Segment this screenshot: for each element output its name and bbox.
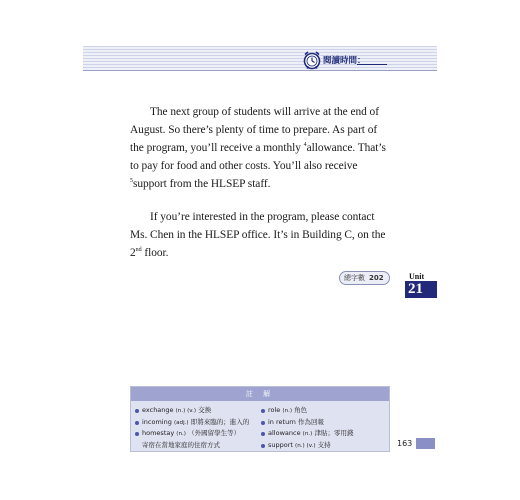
note-meaning: 津貼；零用錢 [314, 429, 354, 437]
note-continuation [135, 440, 260, 452]
reading-time-blank [357, 64, 387, 65]
notes-title: 註 解 [131, 387, 389, 401]
note-meaning: 即將來臨的；進入的 [190, 417, 250, 426]
page-number: 163 [397, 439, 413, 448]
note-item [135, 405, 260, 417]
bullet-icon [261, 421, 265, 425]
note-meaning: 作為回報 [297, 417, 324, 426]
paragraph-1 [130, 103, 392, 193]
reading-time-label: 閱讀時間： [323, 56, 366, 66]
note-meaning: 角色 [294, 406, 308, 414]
bullet-icon [261, 409, 265, 413]
note-pos: (n.) (v.) [295, 442, 316, 449]
note-pos: (n.) [176, 431, 186, 437]
paragraph-2 [130, 208, 392, 262]
note-meaning: 交換 [198, 406, 212, 414]
ordinal-suffix: nd [135, 247, 142, 253]
reading-passage [130, 103, 392, 262]
word-count-badge [339, 271, 390, 285]
word-count-value: 202 [369, 274, 384, 282]
bullet-icon [135, 409, 139, 413]
footnote-marker: 5 [130, 178, 133, 184]
note-item [261, 440, 387, 452]
notes-column-right [261, 405, 387, 451]
header-rule [83, 70, 437, 71]
note-word: allowance [268, 429, 301, 437]
paragraph-2-text: floor. [141, 247, 169, 259]
note-meaning: 寄宿在當地家庭的住宿方式 [142, 440, 220, 449]
unit-label: Unit [409, 272, 425, 281]
paragraph-1-text: allowance. That’s to pay for food and other costs. You’ll also receive [130, 142, 386, 172]
note-pos: (n.) [302, 431, 313, 437]
note-word: exchange [142, 406, 174, 414]
note-word: role [268, 406, 281, 414]
note-word: homestay [142, 429, 175, 437]
header-band [83, 46, 437, 71]
page-tab [416, 438, 435, 449]
paragraph-2-text: If you’re interested in the program, please contact Ms. Chen in the HLSEP office. It’s in Building C, on the 2 [130, 211, 386, 259]
alarm-clock-icon [301, 49, 323, 71]
note-meaning: （外國留學生等） [188, 429, 241, 437]
vocabulary-notes [130, 386, 390, 452]
note-item [135, 428, 260, 440]
bullet-icon [135, 432, 139, 436]
bullet-icon [261, 432, 265, 436]
note-word: in return [268, 417, 296, 426]
note-word: support [268, 440, 293, 449]
bullet-icon [261, 444, 265, 448]
note-pos: (n.) [282, 408, 293, 414]
paragraph-1-text: support from the HLSEP staff. [132, 178, 271, 190]
paragraph-1-text: The next group of students will arrive at the end of August. So there’s plenty of time to prepare. As part of the program, you’ll receive a monthly [130, 106, 379, 154]
note-pos: (adj.) [173, 419, 189, 426]
note-item [261, 417, 387, 429]
note-item [135, 417, 260, 429]
note-item [261, 405, 387, 417]
note-word: incoming [142, 417, 172, 426]
footnote-marker: 4 [303, 142, 307, 148]
note-pos: (n.) (v.) [175, 408, 197, 414]
word-count-label: 總字數 [344, 274, 365, 282]
bullet-icon [135, 421, 139, 425]
note-meaning: 支持 [317, 440, 331, 449]
unit-number: 21 [405, 281, 437, 298]
notes-column-left [135, 405, 260, 451]
note-item [261, 428, 387, 440]
